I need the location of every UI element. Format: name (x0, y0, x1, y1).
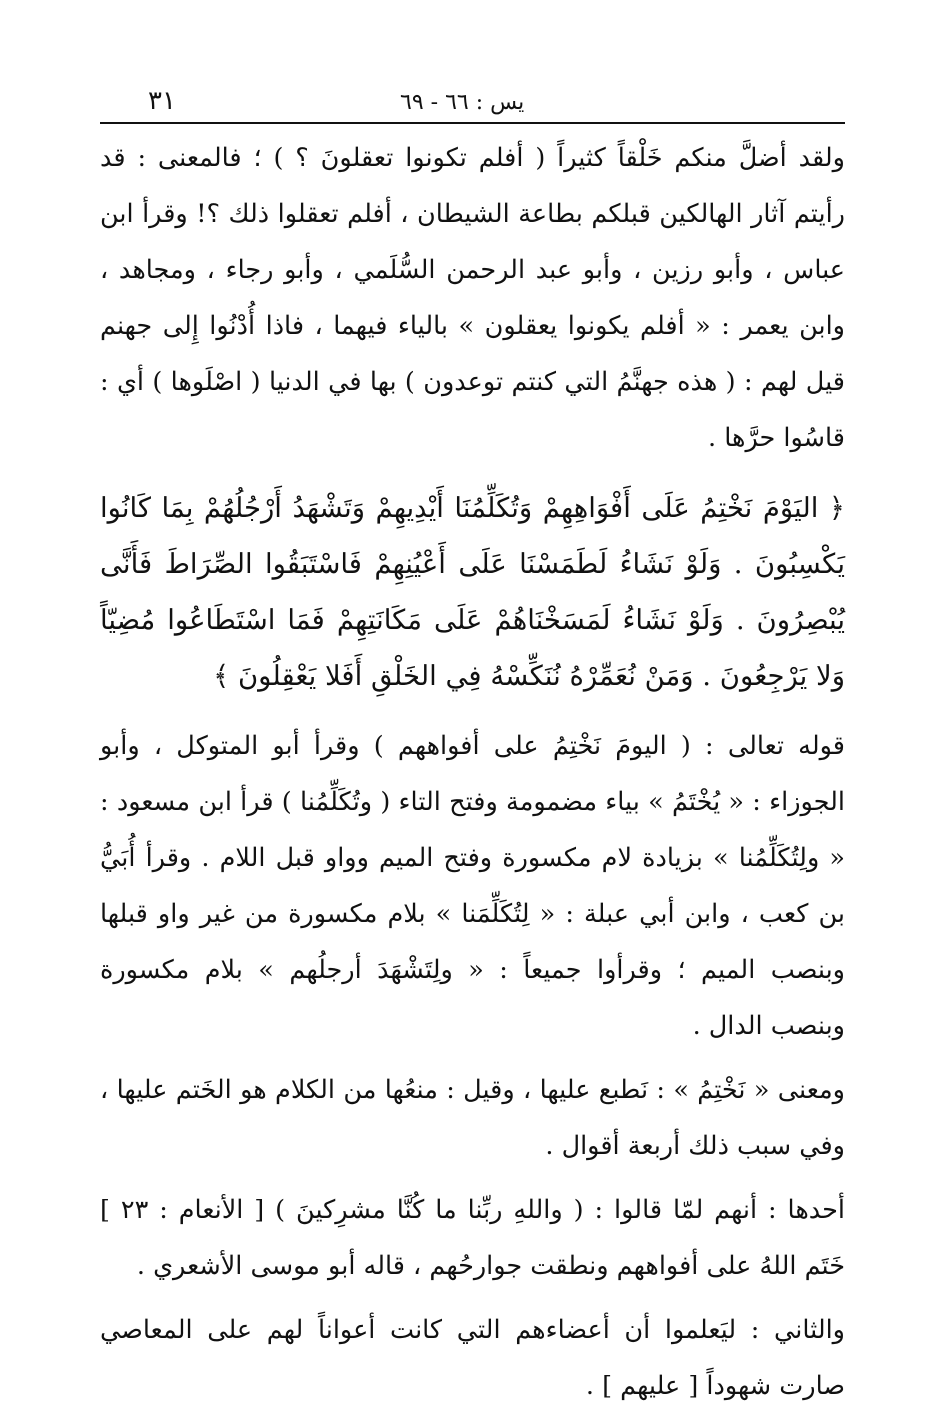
commentary-paragraph: ومعنى « نَخْتِمُ » : نَطبع عليها ، وقيل : منعُها من الكلام هو الخَتم عليها ، وفي سبب ذلك أربعة أقوال . (100, 1075, 845, 1161)
quran-verse-block (100, 480, 845, 704)
page-header (100, 78, 845, 124)
running-title: يس : ٦٦ - ٦٩ (400, 90, 525, 115)
page-body (100, 130, 845, 1414)
commentary-paragraph: ولقد أضلَّ منكم خَلْقاً كثيراً ( أفلم تكونوا تعقلونَ ؟ ) ؛ فالمعنى : قد رأيتم آثار الهالكين قبلكم بطاعة الشيطان ، أفلم تعقلوا ذلك ؟! وقرأ ابن عباس ، وأبو رزين ، وأبو عبد الرحمن السُّلَمي ، وأبو رجاء ، ومجاهد ، وابن يعمر : « أفلم يكونوا يعقلون » بالياء فيهما ، فاذا أُدْنُوا إِلى جهنم قيل لهم : ( هذه جهنَّمُ التي كنتم توعدون ) بها في الدنيا ( اصْلَوها ) أي : قاسُوا حرَّها . (100, 143, 845, 453)
commentary-paragraph: أحدها : أنهم لمّا قالوا : ( واللهِ ربِّنا ما كُنَّا مشرِكينَ ) [ الأنعام : ٢٣ ] خَتَم اللهُ على أفواههم ونطقت جوارحُهم ، قاله أبو موسى الأشعري . (100, 1195, 845, 1281)
quran-verse-text: ﴿ اليَوْمَ نَخْتِمُ عَلَى أَفْوَاهِهِمْ وَتُكَلِّمُنَا أَيْدِيهِمْ وَتَشْهَدُ أَرْجُلُهُمْ بِمَا كَانُوا يَكْسِبُونَ . وَلَوْ نَشَاءُ لَطَمَسْنَا عَلَى أَعْيُنِهِمْ فَاسْتَبَقُوا الصِّرَاطَ فَأَنَّى يُبْصِرُونَ . وَلَوْ نَشَاءُ لَمَسَخْنَاهُمْ عَلَى مَكَانَتِهِمْ فَمَا اسْتَطَاعُوا مُضِيّاً وَلا يَرْجِعُونَ . وَمَنْ نُعَمِّرْهُ نُنَكِّسْهُ فِي الخَلْقِ أَفَلا يَعْقِلُونَ ﴾ (100, 492, 845, 692)
page-number: ٣١ (148, 86, 176, 116)
commentary-paragraph: والثاني : ليَعلموا أن أعضاءهم التي كانت أعواناً لهم على المعاصي صارت شهوداً [ عليهم ] . (100, 1315, 845, 1401)
commentary-paragraph: قوله تعالى : ( اليومَ نَخْتِمُ على أفواههم ) وقرأ أبو المتوكل ، وأبو الجوزاء : « يُخْتَمُ » بياء مضمومة وفتح التاء ( وتُكَلِّمُنا ) قرأ ابن مسعود : « ولِتُكَلِّمُنا » بزيادة لام مكسورة وفتح الميم وواو قبل اللام . وقرأ أُبَيُّ بن كعب ، وابن أبي عبلة : « لِتُكَلِّمَنا » بلام مكسورة من غير واو قبلها وبنصب الميم ؛ وقرأوا جميعاً : « ولِتَشْهَدَ أرجلُهم » بلام مكسورة وبنصب الدال . (100, 731, 845, 1041)
